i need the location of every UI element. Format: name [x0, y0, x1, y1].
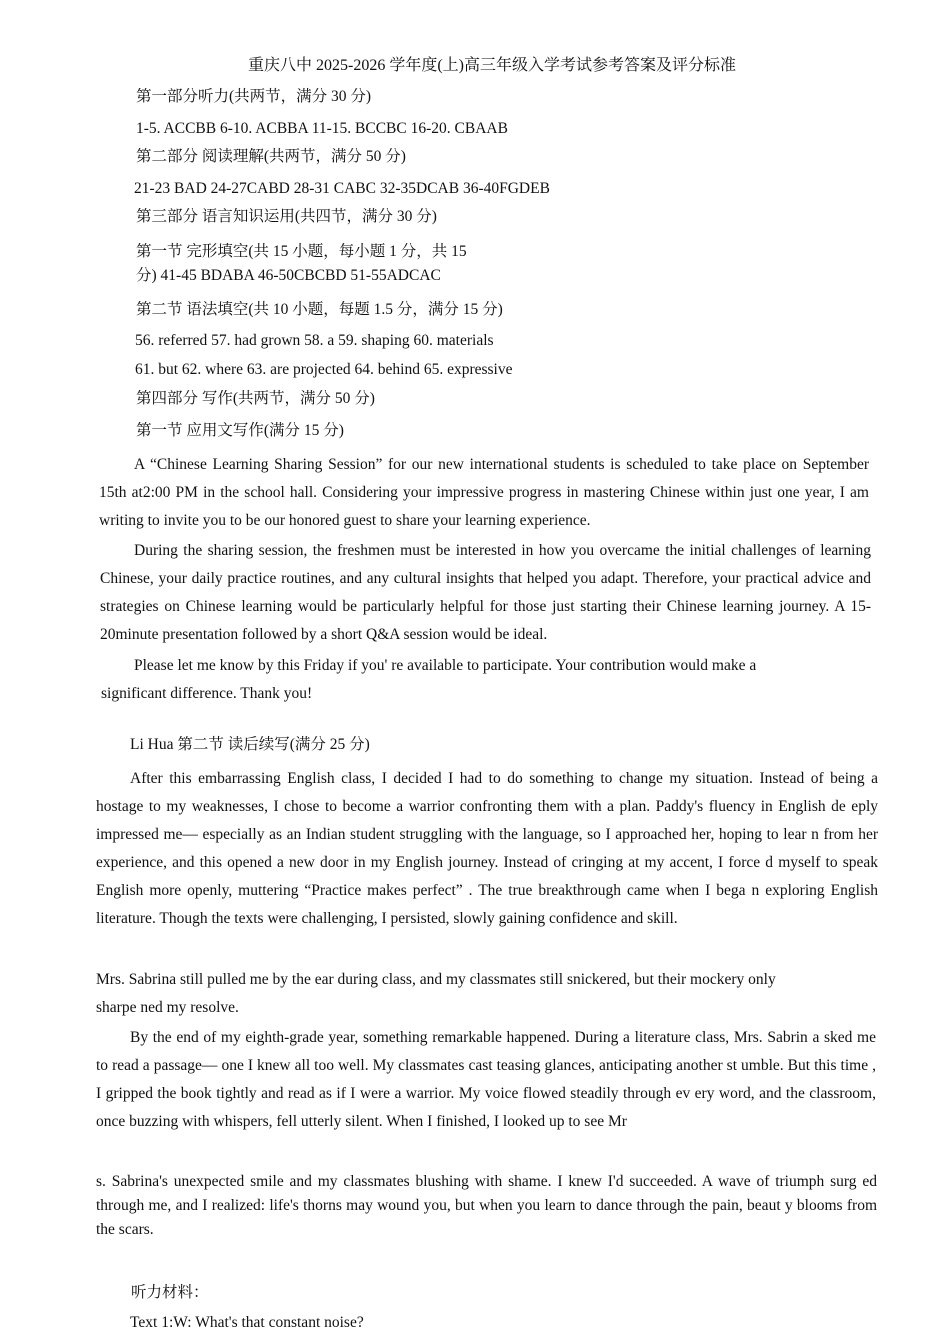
- letter-paragraph-1-text: A “Chinese Learning Sharing Session” for our new international students is scheduled to take place on September 15th at2:00 PM in the school hall. Considering your impressive progress in mastering Chinese within just one year, I am writing to invite you to be our honored guest to share your learning experience.: [99, 456, 869, 529]
- story-paragraph-1-text: After this embarrassing English class, I decided I had to do something to change my situation. Instead of being a hostage to my weaknesses, I chose to become a warrior confronting them with a plan. Paddy's fluency in English de eply impressed me— especially as an Indian student struggling with the language, so I approached her, hoping to lear n from her experience, and this opened a new door in my English journey. Instead of cringing at my accent, I force d myself to speak English more openly, muttering “Practice makes perfect” . The true breakthrough came when I bega n exploring English literature. Though the texts were challenging, I persisted, slowly gaining confidence and skill.: [96, 770, 878, 927]
- part2-heading: 第二部分 阅读理解(共两节，满分 50 分): [136, 148, 406, 165]
- letter-paragraph-2: [100, 537, 871, 649]
- part2-answers: 21-23 BAD 24-27CABD 28-31 CABC 32-35DCAB 36-40FGDEB: [134, 180, 550, 197]
- part3-section1-line1: 第一节 完形填空(共 15 小题，每小题 1 分，共 15: [136, 243, 467, 260]
- grammar-answers-line2: 61. but 62. where 63. are projected 64. behind 65. expressive: [135, 361, 513, 378]
- listening-heading: 听力材料：: [131, 1284, 209, 1301]
- letter-paragraph-1: [99, 451, 869, 535]
- listening-text-1: Text 1:W: What's that constant noise?: [130, 1314, 364, 1331]
- story-paragraph-3: [96, 1024, 876, 1136]
- story-paragraph-4: [96, 1170, 877, 1242]
- part4-section1-heading: 第一节 应用文写作(满分 15 分): [136, 422, 344, 439]
- part4-section2-heading: Li Hua 第二节 读后续写(满分 25 分): [130, 736, 370, 753]
- story-paragraph-2-line2: sharpe ned my resolve.: [96, 999, 239, 1016]
- story-paragraph-2-line1: Mrs. Sabrina still pulled me by the ear during class, and my classmates still snickered, but their mockery only: [96, 971, 776, 988]
- story-paragraph-1: [96, 765, 878, 933]
- part1-answers: 1-5. ACCBB 6-10. ACBBA 11-15. BCCBC 16-20. CBAAB: [136, 120, 508, 137]
- part3-section1-line2: 分) 41-45 BDABA 46-50CBCBD 51-55ADCAC: [136, 267, 441, 284]
- story-paragraph-3-text: By the end of my eighth-grade year, something remarkable happened. During a literature class, Mrs. Sabrin a sked me to read a passage— one I knew all too well. My classmates cast teasing glances, anticipating another st umble. But this time , I gripped the book tightly and read as if I were a warrior. My voice flowed steadily through ev ery word, and the classroom, once buzzing with whispers, fell utterly silent. When I finished, I looked up to see Mr: [96, 1029, 876, 1130]
- letter-paragraph-2-text: During the sharing session, the freshmen must be interested in how you overcame the initial challenges of learning Chinese, your daily practice routines, and any cultural insights that helped you adapt. Therefore, your practical advice and strategies on Chinese learning would be particularly helpful for those just starting their Chinese learning journey. A 15-20minute presentation followed by a short Q&A session would be ideal.: [100, 542, 871, 643]
- grammar-answers-line1: 56. referred 57. had grown 58. a 59. shaping 60. materials: [135, 332, 494, 349]
- document-title: 重庆八中 2025-2026 学年度(上)高三年级入学考试参考答案及评分标准: [248, 57, 736, 74]
- part4-heading: 第四部分 写作(共两节，满分 50 分): [136, 390, 375, 407]
- letter-paragraph-3-line2: significant difference. Thank you!: [101, 685, 313, 702]
- story-paragraph-4-text: s. Sabrina's unexpected smile and my classmates blushing with shame. I knew I'd succeeded. A wave of triumph surg ed through me, and I realized: life's thorns may wound you, but when you learn to dance through the pain, beaut y blooms from the scars.: [96, 1173, 877, 1238]
- part3-heading: 第三部分 语言知识运用(共四节，满分 30 分): [136, 208, 437, 225]
- part3-section2-heading: 第二节 语法填空(共 10 小题，每题 1.5 分，满分 15 分): [136, 301, 503, 318]
- letter-paragraph-3-line1: Please let me know by this Friday if you' re available to participate. Your contribution would make a: [134, 657, 757, 674]
- part1-heading: 第一部分听力(共两节，满分 30 分): [136, 88, 372, 105]
